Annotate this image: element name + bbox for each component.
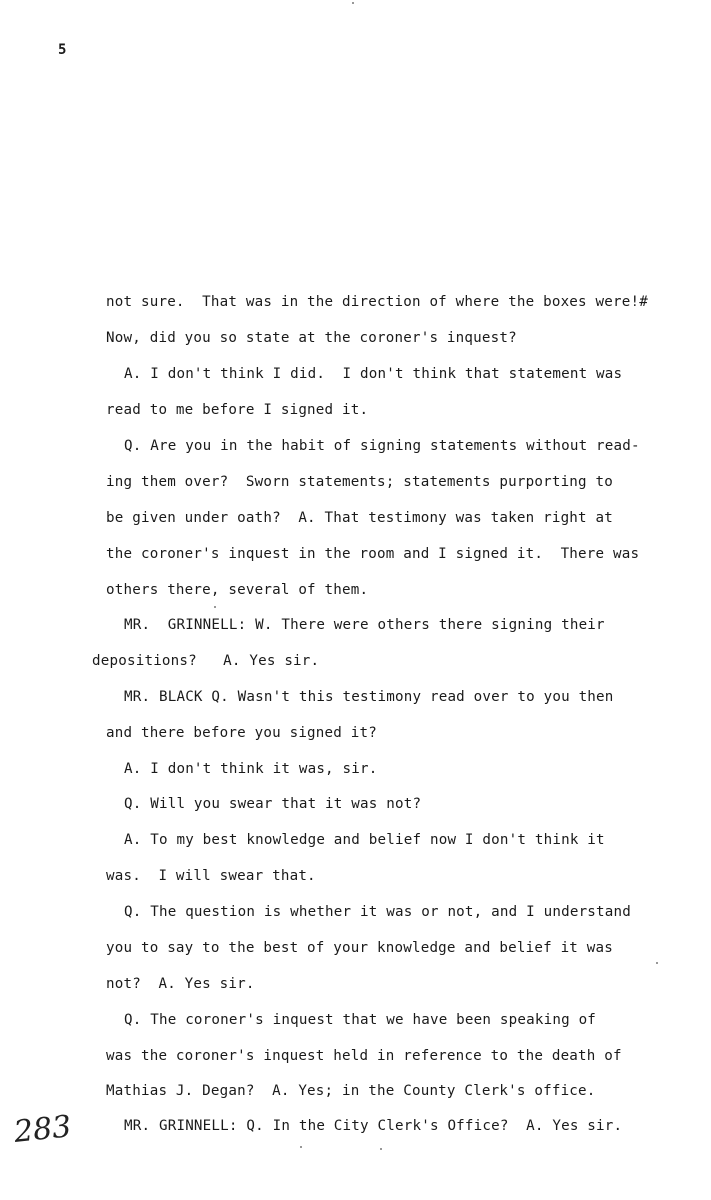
paper-speck: [300, 1146, 302, 1148]
transcript-line: Mathias J. Degan? A. Yes; in the County Clerk's office.: [106, 1083, 596, 1099]
paper-speck: [380, 1148, 382, 1150]
transcript-line: others there, several of them.: [106, 582, 369, 598]
transcript-line: MR. BLACK Q. Wasn't this testimony read over to you then: [124, 689, 614, 705]
transcript-line: A. I don't think I did. I don't think that statement was: [124, 366, 623, 382]
transcript-line: and there before you signed it?: [106, 725, 377, 741]
transcript-line: you to say to the best of your knowledge and belief it was: [106, 940, 614, 956]
transcript-line: not sure. That was in the direction of where the boxes were!#: [106, 294, 648, 310]
transcript-line: depositions? A. Yes sir.: [92, 653, 320, 669]
transcript-line: MR. GRINNELL: Q. In the City Clerk's Office? A. Yes sir.: [124, 1118, 623, 1134]
transcript-line: be given under oath? A. That testimony was taken right at: [106, 510, 614, 526]
paper-speck: [656, 962, 658, 964]
transcript-line: MR. GRINNELL: W. There were others there signing their: [124, 617, 605, 633]
transcript-line: Now, did you so state at the coroner's inquest?: [106, 330, 517, 346]
transcript-line: A. I don't think it was, sir.: [124, 761, 378, 777]
transcript-line: read to me before I signed it.: [106, 402, 369, 418]
transcript-line: A. To my best knowledge and belief now I don't think it: [124, 832, 605, 848]
transcript-line: Q. Are you in the habit of signing statements without read-: [124, 438, 640, 454]
paper-speck: [214, 606, 216, 608]
transcript-line: the coroner's inquest in the room and I signed it. There was: [106, 546, 640, 562]
paper-speck: [352, 2, 354, 4]
transcript-line: ing them over? Sworn statements; statements purporting to: [106, 474, 614, 490]
page-number: 5: [58, 42, 67, 58]
transcript-line: was. I will swear that.: [106, 868, 316, 884]
transcript-line: was the coroner's inquest held in reference to the death of: [106, 1048, 622, 1064]
transcript-line: Q. The question is whether it was or not, and I understand: [124, 904, 632, 920]
transcript-line: Q. The coroner's inquest that we have been speaking of: [124, 1012, 597, 1028]
handwritten-page-number: 283: [12, 1109, 73, 1150]
transcript-line: Q. Will you swear that it was not?: [124, 796, 422, 812]
transcript-line: not? A. Yes sir.: [106, 976, 255, 992]
